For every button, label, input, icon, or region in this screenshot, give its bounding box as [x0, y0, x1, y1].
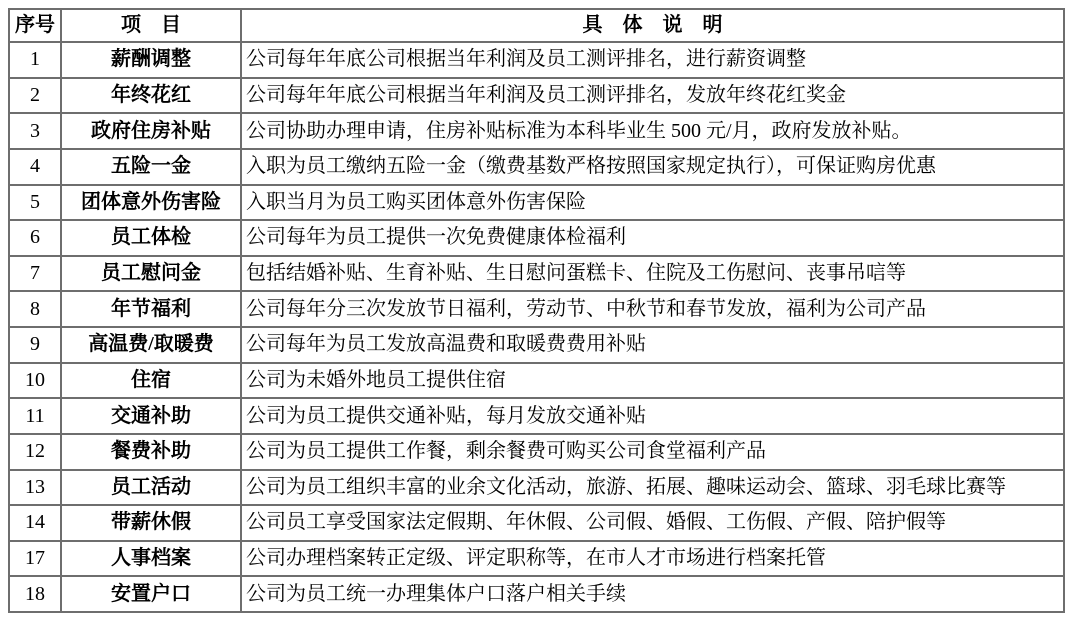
row-number-cell: 6 [9, 220, 61, 256]
table-row [9, 541, 1064, 577]
row-number-cell: 14 [9, 505, 61, 541]
item-name-cell: 带薪休假 [61, 505, 241, 541]
row-number-cell: 3 [9, 113, 61, 149]
description-cell: 公司协助办理申请，住房补贴标准为本科毕业生 500 元/月，政府发放补贴。 [241, 113, 1064, 149]
table-row [9, 256, 1064, 292]
description-cell: 包括结婚补贴、生育补贴、生日慰问蛋糕卡、住院及工伤慰问、丧事吊唁等 [241, 256, 1064, 292]
row-number-cell: 17 [9, 541, 61, 577]
description-cell: 入职为员工缴纳五险一金（缴费基数严格按照国家规定执行），可保证购房优惠 [241, 149, 1064, 185]
table-row [9, 220, 1064, 256]
item-name-cell: 政府住房补贴 [61, 113, 241, 149]
description-cell: 公司为未婚外地员工提供住宿 [241, 363, 1064, 399]
description-cell: 公司为员工提供工作餐，剩余餐费可购买公司食堂福利产品 [241, 434, 1064, 470]
row-number-cell: 11 [9, 398, 61, 434]
description-cell: 公司每年分三次发放节日福利，劳动节、中秋节和春节发放，福利为公司产品 [241, 291, 1064, 327]
item-name-cell: 员工活动 [61, 470, 241, 506]
table-row [9, 576, 1064, 612]
description-cell: 公司为员工组织丰富的业余文化活动，旅游、拓展、趣味运动会、篮球、羽毛球比赛等 [241, 470, 1064, 506]
description-cell: 公司每年年底公司根据当年利润及员工测评排名，进行薪资调整 [241, 42, 1064, 78]
row-number-cell: 10 [9, 363, 61, 399]
description-cell: 公司为员工提供交通补贴，每月发放交通补贴 [241, 398, 1064, 434]
table-row [9, 470, 1064, 506]
header-cell-no: 序号 [9, 9, 61, 42]
description-cell: 公司每年为员工发放高温费和取暖费费用补贴 [241, 327, 1064, 363]
row-number-cell: 8 [9, 291, 61, 327]
item-name-cell: 五险一金 [61, 149, 241, 185]
table-row [9, 185, 1064, 221]
item-name-cell: 薪酬调整 [61, 42, 241, 78]
table-row [9, 42, 1064, 78]
item-name-cell: 安置户口 [61, 576, 241, 612]
description-cell: 公司每年为员工提供一次免费健康体检福利 [241, 220, 1064, 256]
table-row [9, 398, 1064, 434]
row-number-cell: 5 [9, 185, 61, 221]
header-row [9, 9, 1064, 42]
table-row [9, 149, 1064, 185]
item-name-cell: 年终花红 [61, 78, 241, 114]
row-number-cell: 12 [9, 434, 61, 470]
benefits-table [8, 8, 1065, 613]
table-row [9, 363, 1064, 399]
header-cell-item: 项 目 [61, 9, 241, 42]
table-row [9, 78, 1064, 114]
item-name-cell: 住宿 [61, 363, 241, 399]
item-name-cell: 餐费补助 [61, 434, 241, 470]
row-number-cell: 13 [9, 470, 61, 506]
row-number-cell: 2 [9, 78, 61, 114]
item-name-cell: 团体意外伤害险 [61, 185, 241, 221]
item-name-cell: 员工体检 [61, 220, 241, 256]
table-row [9, 505, 1064, 541]
item-name-cell: 年节福利 [61, 291, 241, 327]
table-row [9, 327, 1064, 363]
description-cell: 入职当月为员工购买团体意外伤害保险 [241, 185, 1064, 221]
description-cell: 公司每年年底公司根据当年利润及员工测评排名，发放年终花红奖金 [241, 78, 1064, 114]
header-cell-desc: 具 体 说 明 [241, 9, 1064, 42]
item-name-cell: 人事档案 [61, 541, 241, 577]
table-row [9, 434, 1064, 470]
item-name-cell: 高温费/取暖费 [61, 327, 241, 363]
item-name-cell: 员工慰问金 [61, 256, 241, 292]
row-number-cell: 7 [9, 256, 61, 292]
description-cell: 公司员工享受国家法定假期、年休假、公司假、婚假、工伤假、产假、陪护假等 [241, 505, 1064, 541]
table-row [9, 113, 1064, 149]
table-row [9, 291, 1064, 327]
row-number-cell: 9 [9, 327, 61, 363]
item-name-cell: 交通补助 [61, 398, 241, 434]
table-body [9, 42, 1064, 612]
description-cell: 公司为员工统一办理集体户口落户相关手续 [241, 576, 1064, 612]
row-number-cell: 18 [9, 576, 61, 612]
description-cell: 公司办理档案转正定级、评定职称等，在市人才市场进行档案托管 [241, 541, 1064, 577]
row-number-cell: 1 [9, 42, 61, 78]
row-number-cell: 4 [9, 149, 61, 185]
